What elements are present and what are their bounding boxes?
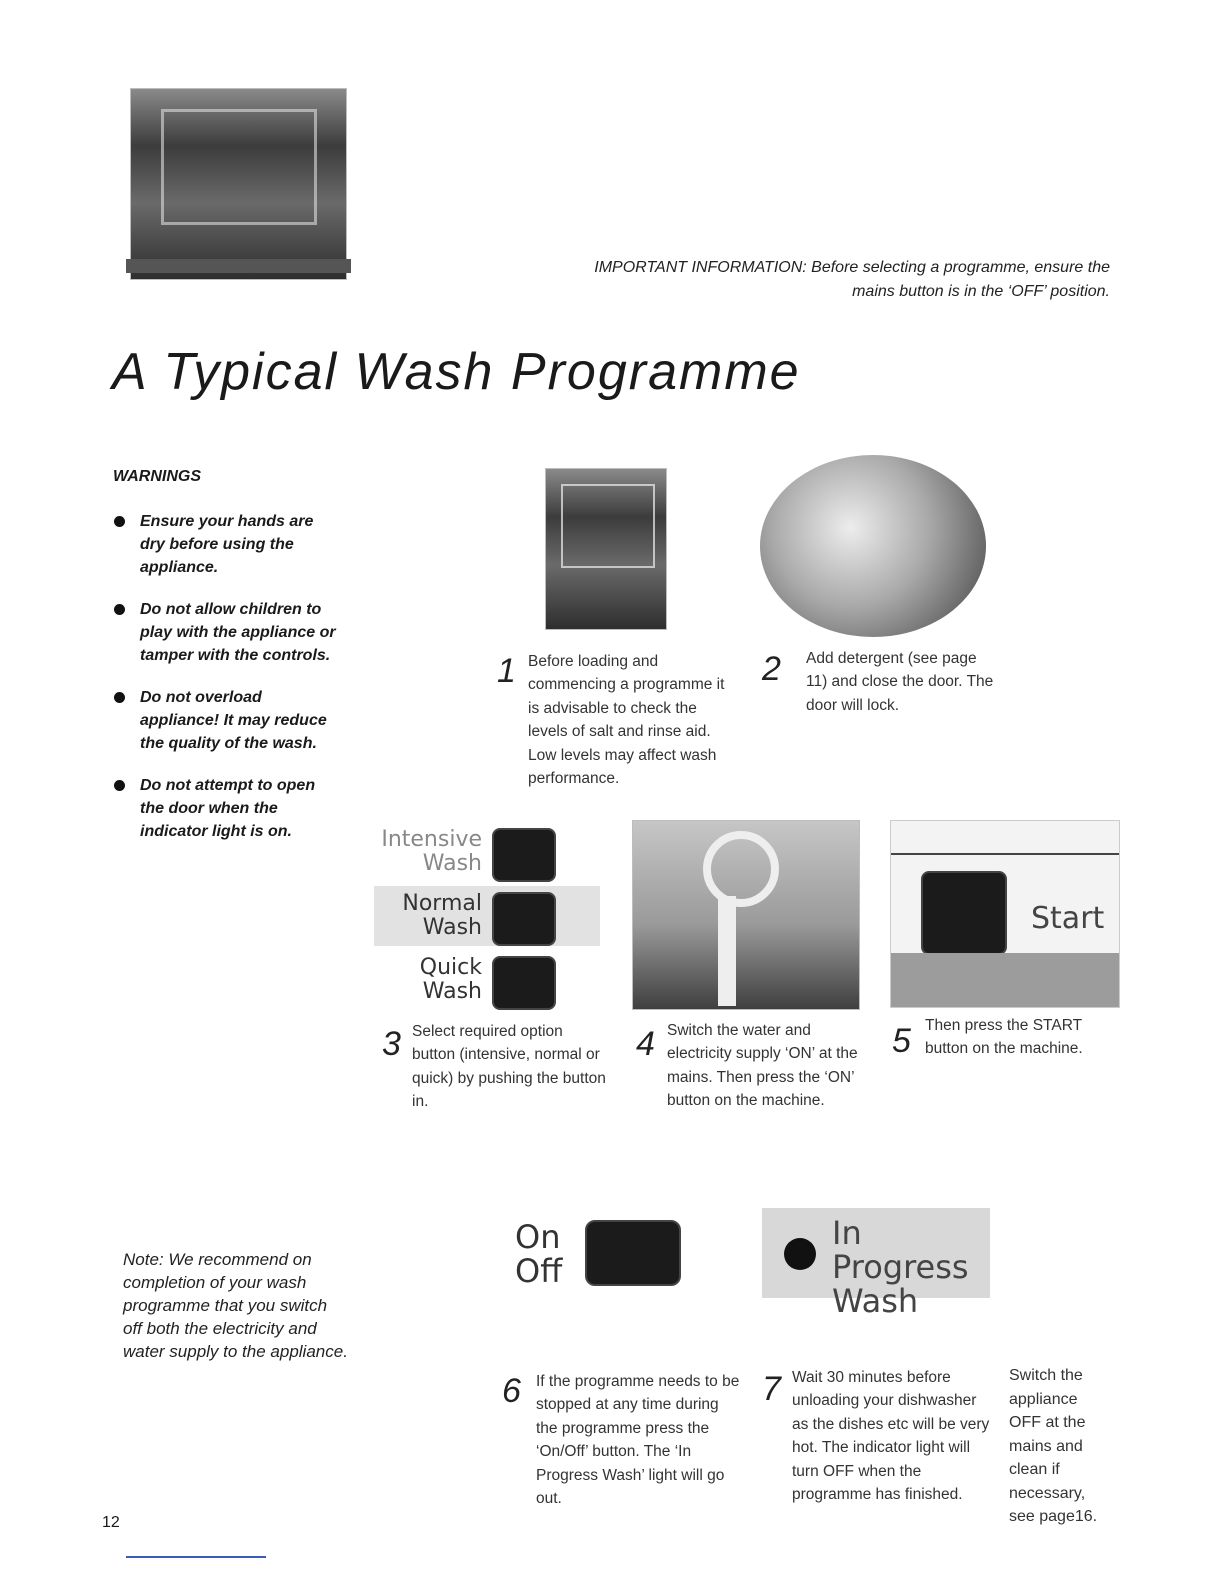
bullet-icon — [114, 692, 125, 703]
intensive-wash-button[interactable] — [492, 828, 556, 882]
step2-detergent-photo — [760, 455, 986, 637]
step6-number: 6 — [502, 1372, 521, 1410]
page-number: 12 — [102, 1514, 120, 1531]
warning-item: Ensure your hands are dry before using the appliance. — [112, 510, 342, 579]
start-button[interactable] — [921, 871, 1007, 955]
warning-item: Do not overload appliance! It may reduce the quality of the wash. — [112, 686, 342, 755]
step1-text: Before loading and commencing a programme it is advisable to check the levels of salt and rinse aid. Low levels may affect wash performance. — [528, 653, 725, 788]
bullet-icon — [114, 604, 125, 615]
intensive-wash-label: Intensive Wash — [381, 827, 482, 876]
step7-number: 7 — [762, 1370, 781, 1408]
step5-start-button-photo — [890, 820, 1120, 1008]
step2-number: 2 — [762, 650, 781, 688]
step5-text: Then press the START button on the machine. — [925, 1017, 1083, 1058]
step3-text: Select required option button (intensive, normal or quick) by pushing the button in. — [412, 1023, 606, 1111]
in-progress-wash-label: In Progress Wash — [832, 1214, 969, 1320]
step5-number: 5 — [892, 1022, 911, 1060]
on-off-button[interactable] — [585, 1220, 681, 1286]
bullet-icon — [114, 516, 125, 527]
indicator-light-icon — [784, 1238, 816, 1270]
step2-text: Add detergent (see page 11) and close the door. The door will lock. — [806, 650, 994, 714]
warnings-heading: WARNINGS — [113, 468, 201, 485]
normal-wash-label: Normal Wash — [402, 891, 482, 940]
step3-number: 3 — [382, 1025, 401, 1063]
step4-number: 4 — [636, 1025, 655, 1063]
normal-wash-button[interactable] — [492, 892, 556, 946]
step4-text: Switch the water and electricity supply ‘ON’ at the mains. Then press the ‘ON’ button on the machine. — [667, 1022, 858, 1110]
warning-item: Do not allow children to play with the appliance or tamper with the controls. — [112, 598, 342, 667]
warnings-list — [112, 510, 342, 862]
warning-item: Do not attempt to open the door when the indicator light is on. — [112, 774, 342, 843]
step4-mains-supply-photo — [632, 820, 860, 1010]
step6-on-off-panel — [505, 1190, 735, 1300]
step7-in-progress-indicator-panel — [762, 1208, 990, 1320]
note-text: Note: We recommend on completion of your wash programme that you switch off both the electricity and water supply to the appliance. — [123, 1250, 348, 1361]
step7-text: Wait 30 minutes before unloading your dishwasher as the dishes etc will be very hot. The indicator light will turn OFF when the programme has finished. — [792, 1369, 990, 1504]
quick-wash-button[interactable] — [492, 956, 556, 1010]
step6-text: If the programme needs to be stopped at any time during the programme press the ‘On/Off’ button. The ‘In Progress Wash’ light will go out. — [536, 1373, 740, 1508]
page-title: A Typical Wash Programme — [112, 343, 801, 401]
start-label: Start — [1031, 901, 1105, 936]
step3-option-buttons — [374, 820, 600, 1010]
step1-number: 1 — [497, 652, 516, 690]
footer-rule — [126, 1556, 266, 1558]
step1-open-dishwasher-photo — [545, 468, 667, 630]
quick-wash-label: Quick Wash — [419, 955, 482, 1004]
cleaning-tip: Switch the appliance OFF at the mains and clean if necessary, see page16. — [1009, 1367, 1098, 1525]
important-information: IMPORTANT INFORMATION: Before selecting a programme, ensure the mains button is in the ‘OFF’ position. — [594, 259, 1110, 300]
on-off-label: On Off — [515, 1218, 563, 1290]
dishwasher-photo — [130, 88, 347, 280]
bullet-icon — [114, 780, 125, 791]
